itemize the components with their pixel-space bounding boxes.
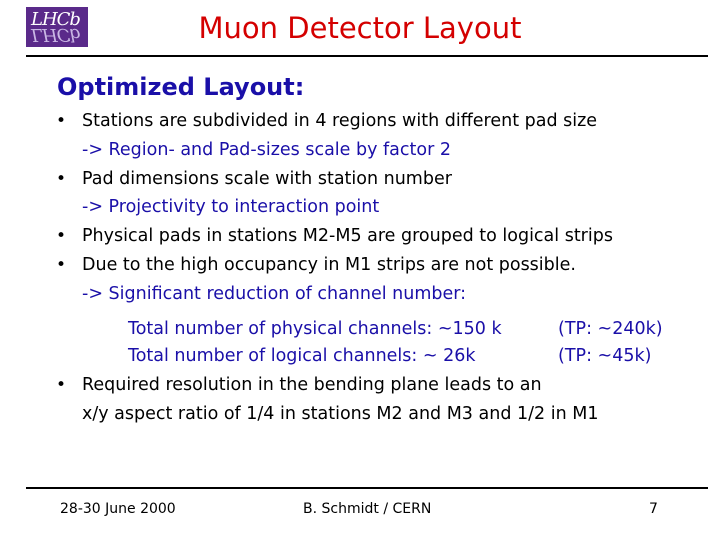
bullet-3: • xyxy=(56,226,67,246)
body-line-5: Physical pads in stations M2-M5 are grouped to logical strips xyxy=(82,226,613,246)
logo-reflection: LHCb xyxy=(31,24,80,45)
physical-channels-tp: (TP: ~240k) xyxy=(558,319,663,339)
logical-channels-line: Total number of logical channels: ~ 26k xyxy=(128,346,476,366)
title-divider xyxy=(26,55,708,57)
bullet-2: • xyxy=(56,169,67,189)
bullet-4: • xyxy=(56,255,67,275)
footer-author: B. Schmidt / CERN xyxy=(303,501,432,517)
section-heading: Optimized Layout: xyxy=(57,73,305,101)
body-line-7: -> Significant reduction of channel number: xyxy=(82,284,467,304)
bullet-5: • xyxy=(56,375,67,395)
page-number: 7 xyxy=(649,501,658,517)
slide-title: Muon Detector Layout xyxy=(198,11,522,45)
bullet-1: • xyxy=(56,111,67,131)
body-line-9: x/y aspect ratio of 1/4 in stations M2 and M3 and 1/2 in M1 xyxy=(82,404,599,424)
physical-channels-line: Total number of physical channels: ~150 k xyxy=(128,319,502,339)
body-line-6: Due to the high occupancy in M1 strips are not possible. xyxy=(82,255,576,275)
footer-date: 28-30 June 2000 xyxy=(60,501,176,517)
body-line-1: Stations are subdivided in 4 regions with different pad size xyxy=(82,111,598,131)
footer-divider xyxy=(26,487,708,489)
body-line-3: Pad dimensions scale with station number xyxy=(82,169,452,189)
logical-channels-tp: (TP: ~45k) xyxy=(558,346,652,366)
body-line-4: -> Projectivity to interaction point xyxy=(82,197,380,217)
logo-text: LHCb xyxy=(31,9,80,30)
body-line-2: -> Region- and Pad-sizes scale by factor 2 xyxy=(82,140,451,160)
body-line-8: Required resolution in the bending plane leads to an xyxy=(82,375,542,395)
